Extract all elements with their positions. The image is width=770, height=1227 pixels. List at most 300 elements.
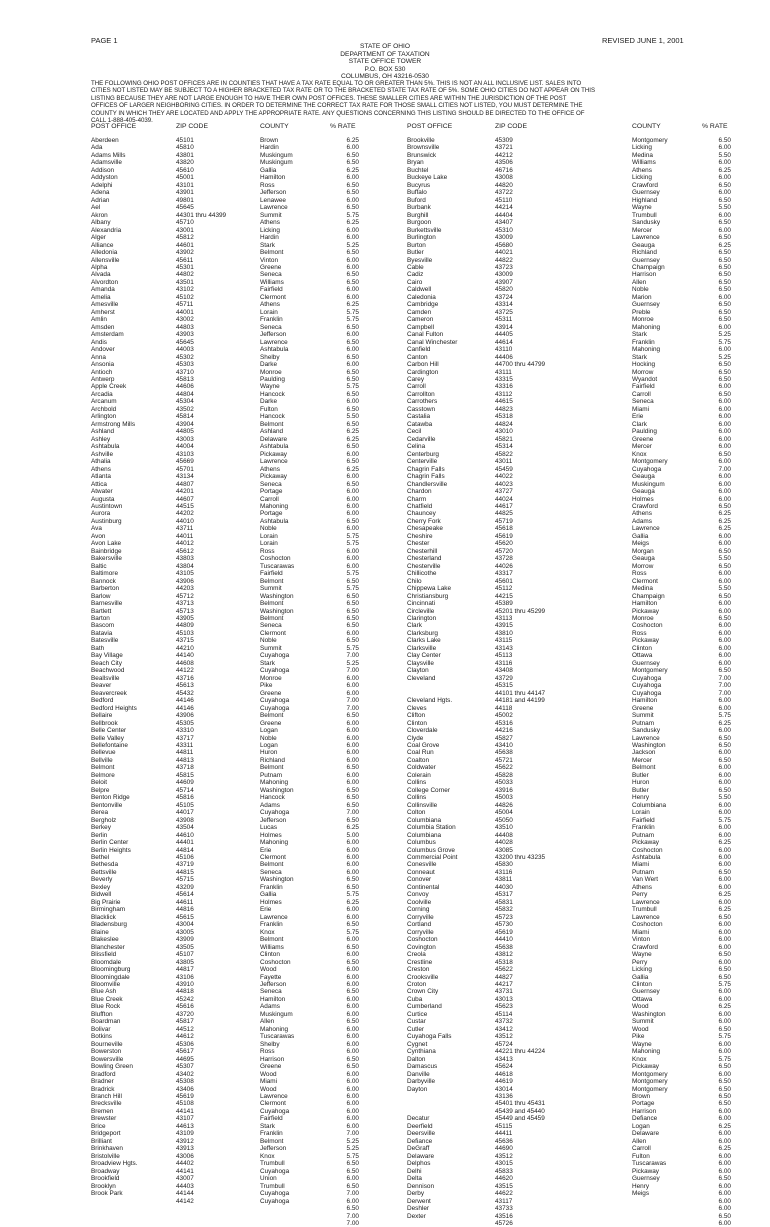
table-cell: 43311 (176, 741, 194, 749)
table-cell: 6.50 (718, 137, 731, 144)
table-cell: 43502 (176, 405, 194, 413)
table-cell: 43801 (176, 151, 194, 159)
table-cell: 7.00 (346, 1130, 359, 1138)
table-cell: Ottawa (632, 652, 653, 660)
table-cell: Preble (632, 308, 651, 316)
table-cell: Ashville (91, 450, 114, 458)
table-cell: Brown (260, 137, 279, 144)
table-cell: Guernsey (632, 988, 660, 996)
table-cell: Carroll (260, 495, 279, 503)
table-cell: Bucyrus (407, 181, 431, 189)
table-cell: Antwerp (91, 376, 115, 383)
agency-address-block (250, 43, 520, 81)
table-cell: 6.50 (718, 562, 731, 570)
table-cell: 7.00 (346, 697, 359, 705)
table-cell: Carrothers (407, 398, 438, 406)
table-cell: 6.00 (718, 854, 731, 861)
table-cell: Darke (260, 361, 278, 369)
table-cell: Wayne (260, 383, 280, 391)
table-cell: Augusta (91, 495, 115, 503)
table-cell: 43002 (176, 316, 194, 324)
table-cell: Bartlett (91, 607, 112, 615)
table-cell: Licking (632, 966, 652, 974)
table-cell: 6.00 (718, 413, 731, 421)
table-cell: Coshocton (632, 921, 663, 929)
table-cell: Carbon Hill (407, 361, 439, 369)
table-cell: Circleville (407, 607, 435, 615)
table-cell: Cameron (407, 316, 434, 324)
table-cell: Mahoning (260, 839, 289, 847)
table-cell: 6.25 (718, 719, 731, 727)
table-cell: Erie (632, 413, 644, 421)
table-cell: 6.50 (346, 204, 359, 212)
table-cell: Ross (260, 1048, 275, 1056)
table-cell: 45617 (176, 1048, 194, 1056)
table-cell: 6.00 (346, 361, 359, 369)
table-cell: Berlin Center (91, 839, 129, 847)
table-cell: 44202 (176, 510, 194, 518)
table-cell: 45719 (495, 517, 513, 525)
table-cell: Cortland (407, 921, 432, 929)
table-cell: 6.00 (346, 734, 359, 742)
table-cell: 6.50 (718, 249, 731, 257)
table-cell: 45817 (176, 1018, 194, 1026)
table-cell: Alvordton (91, 278, 118, 286)
table-cell: 6.50 (346, 794, 359, 802)
table-cell: 6.50 (346, 988, 359, 996)
table-cell: Hamilton (260, 174, 286, 182)
table-cell: Athens (91, 465, 111, 473)
table-cell: 45701 (176, 465, 194, 473)
table-cell: 5.25 (346, 1137, 359, 1145)
table-cell: Hocking (632, 361, 656, 369)
table-cell: 44825 (495, 510, 513, 518)
table-cell: Belpre (91, 786, 110, 794)
table-cell: Mahoning (632, 1048, 661, 1056)
table-cell: 6.50 (718, 1212, 731, 1220)
table-cell: Brunswick (407, 151, 437, 159)
table-cell: 6.50 (718, 450, 731, 458)
table-cell: Belmont (260, 712, 284, 720)
table-cell: 6.00 (346, 913, 359, 921)
table-cell: 43085 (495, 846, 513, 854)
table-cell: 6.50 (718, 734, 731, 742)
table-cell: Franklin (260, 316, 283, 324)
table-cell: Ashland (91, 428, 115, 436)
table-cell: Paulding (260, 376, 285, 383)
table-cell: 6.00 (718, 174, 731, 182)
table-cell: 6.00 (346, 951, 359, 959)
table-cell: Ross (632, 570, 647, 578)
table-cell: 43134 (176, 473, 194, 481)
table-cell: Berlin (91, 831, 108, 839)
table-cell: Noble (260, 637, 277, 645)
table-cell: 43820 (176, 159, 194, 167)
table-cell: 44803 (176, 323, 194, 331)
table-cell: 6.00 (718, 226, 731, 234)
table-cell: Bidwell (91, 891, 112, 899)
table-cell: 44023 (495, 480, 513, 488)
table-cell: 43724 (495, 293, 513, 301)
table-cell: 5.00 (346, 831, 359, 839)
table-cell: 6.50 (718, 181, 731, 189)
table-cell: Cuyahoga (632, 689, 662, 697)
table-cell: Seneca (260, 323, 282, 331)
table-cell: Wyandot (632, 376, 658, 383)
table-cell: Camden (407, 308, 432, 316)
table-cell: Dexter (407, 1212, 426, 1220)
table-cell: 6.00 (346, 286, 359, 294)
table-cell: 43310 (176, 727, 194, 735)
table-cell: Meigs (632, 540, 650, 548)
table-cell (407, 1108, 493, 1115)
table-cell: Lawrence (260, 338, 288, 346)
table-cell: 6.00 (718, 398, 731, 406)
table-cell: 6.50 (718, 256, 731, 264)
table-cell: 6.50 (346, 958, 359, 966)
table-cell: 5.25 (718, 353, 731, 361)
table-cell: Chagrin Falls (407, 473, 445, 481)
table-cell: 6.00 (346, 749, 359, 757)
table-cell: Summit (260, 585, 282, 593)
table-cell: 6.50 (718, 592, 731, 600)
table-cell: 45624 (495, 1063, 513, 1071)
table-cell: 44216 (495, 727, 513, 735)
table-cell: Logan (632, 1122, 650, 1130)
table-cell: 7.00 (346, 667, 359, 675)
table-cell: 6.00 (718, 443, 731, 451)
table-cell: Claysville (407, 659, 434, 667)
table-cell: Burbank (407, 204, 431, 212)
table-cell: Lorain (260, 532, 278, 540)
table-cell: Bristolville (91, 1152, 120, 1160)
table-cell: 44181 and 44199 (495, 697, 545, 705)
table-cell: 43102 (176, 286, 194, 294)
table-cell: 44815 (176, 868, 194, 876)
table-cell: 5.75 (346, 1152, 359, 1160)
table-cell: 6.00 (346, 562, 359, 570)
table-cell: 43402 (176, 1070, 194, 1078)
table-cell: Vinton (260, 256, 279, 264)
table-cell: Perry (632, 891, 648, 899)
table-cell: 44817 (176, 966, 194, 974)
table-cell: Colerain (407, 771, 431, 779)
table-cell: 45714 (176, 786, 194, 794)
table-cell: Champaign (632, 263, 665, 271)
table-cell: Jefferson (260, 331, 287, 339)
table-cell: Canton (407, 353, 428, 361)
table-cell: Belmont (260, 615, 284, 622)
table-cell: Athens (260, 301, 280, 309)
table-cell: 44203 (176, 585, 194, 593)
table-cell: Creston (407, 966, 430, 974)
table-cell: Lawrence (632, 734, 660, 742)
table-cell: 45710 (176, 219, 194, 227)
table-cell: 45814 (176, 413, 194, 421)
table-cell: 43913 (176, 1145, 194, 1153)
table-cell: Carroll (407, 383, 426, 391)
table-cell: 6.25 (346, 435, 359, 443)
table-cell: 7.00 (346, 809, 359, 817)
table-cell: 6.00 (718, 428, 731, 436)
table-cell: 6.50 (346, 1018, 359, 1026)
table-cell: 6.00 (346, 1100, 359, 1108)
table-cell: 44215 (495, 592, 513, 600)
table-cell: Blue Creek (91, 995, 123, 1003)
table-cell: 44826 (495, 801, 513, 809)
table-cell: Belmont (260, 577, 284, 585)
table-cell: Stark (260, 1122, 275, 1130)
table-cell: 6.50 (346, 577, 359, 585)
header-rate-left: % RATE (330, 123, 356, 130)
table-cell: Miami (632, 861, 650, 869)
table-cell: 6.00 (346, 973, 359, 981)
table-cell: 43804 (176, 562, 194, 570)
table-cell: 6.25 (718, 906, 731, 914)
table-cell: Clermont (260, 1100, 286, 1108)
table-cell: Cheshire (407, 532, 433, 540)
table-cell: 44695 (176, 1055, 194, 1063)
table-cell: 6.50 (718, 741, 731, 749)
table-cell: 43412 (495, 1025, 513, 1033)
table-cell: 44010 (176, 517, 194, 525)
table-cell: 44210 (176, 644, 194, 652)
table-cell: 43009 (495, 234, 513, 242)
table-cell: 6.00 (346, 256, 359, 264)
table-cell: Belle Center (91, 727, 127, 735)
table-cell: 44142 (176, 1197, 194, 1205)
table-cell: Washington (632, 1010, 666, 1018)
table-cell: Bellaire (91, 712, 113, 720)
table-cell: 45726 (495, 1219, 513, 1227)
table-cell: Chesterland (407, 555, 442, 563)
table-cell: 6.00 (346, 1033, 359, 1041)
table-cell: 44818 (176, 988, 194, 996)
table-cell: 44141 (176, 1167, 194, 1175)
table-cell: Cincinnati (407, 600, 436, 608)
table-cell: 6.00 (346, 196, 359, 204)
table-cell: 6.00 (718, 809, 731, 817)
table-cell: Erie (260, 906, 272, 914)
table-cell: Bainbridge (91, 547, 122, 555)
table-cell: Lawrence (632, 898, 660, 906)
table-cell: Bradner (91, 1078, 114, 1086)
table-cell: 43722 (495, 189, 513, 197)
table-cell: Bethesda (91, 861, 119, 869)
table-cell: 6.50 (346, 405, 359, 413)
table-cell: 43501 (176, 278, 194, 286)
table-cell: 6.50 (346, 249, 359, 257)
table-cell: 44824 (495, 420, 513, 428)
table-cell: 6.50 (346, 921, 359, 929)
table-cell: 6.50 (346, 600, 359, 608)
table-cell: 6.00 (718, 293, 731, 301)
table-cell: 44827 (495, 973, 513, 981)
table-cell: Muskingum (260, 159, 293, 167)
table-cell: 43200 thru 43235 (495, 854, 546, 861)
table-cell: 45828 (495, 771, 513, 779)
table-cell: 43001 (176, 226, 194, 234)
header-rate-right: % RATE (702, 123, 728, 130)
table-cell: Bellefontaine (91, 741, 128, 749)
table-cell: 44214 (495, 204, 513, 212)
table-cell: 6.00 (718, 383, 731, 391)
table-cell: 43209 (176, 883, 194, 891)
table-cell: Croton (407, 980, 427, 988)
table-cell: Hancock (260, 390, 285, 398)
table-cell: Medina (632, 585, 653, 593)
table-cell: Monroe (632, 316, 654, 324)
table-cell: 6.00 (718, 488, 731, 496)
table-cell: Knox (260, 1152, 275, 1160)
table-cell: 45004 (495, 809, 513, 817)
intro-paragraph (91, 80, 681, 124)
table-cell: 6.25 (346, 219, 359, 227)
table-cell: Marion (632, 293, 652, 301)
table-cell: Atwater (91, 488, 113, 496)
table-cell: 6.00 (346, 906, 359, 914)
table-cell: 6.00 (346, 1025, 359, 1033)
table-cell: Byesville (407, 256, 433, 264)
table-cell: 6.00 (346, 756, 359, 764)
table-cell: Gallia (260, 166, 277, 174)
table-cell: 45815 (176, 771, 194, 779)
table-cell: Coal Grove (407, 741, 440, 749)
table-cell: 43103 (176, 450, 194, 458)
table-cell: Big Prairie (91, 898, 121, 906)
table-cell: 6.00 (718, 1115, 731, 1123)
table-cell: 44814 (176, 846, 194, 854)
table-cell: Crestline (407, 958, 433, 966)
table-cell: 6.00 (718, 159, 731, 167)
table-cell: Delphos (407, 1160, 431, 1168)
table-cell: Washington (260, 607, 294, 615)
table-cell: 6.50 (346, 883, 359, 891)
table-cell: 44212 (495, 151, 513, 159)
table-cell: Chesapeake (407, 525, 443, 533)
table-cell: DeGraff (407, 1145, 430, 1153)
table-cell: Darbyville (407, 1078, 436, 1086)
table-cell: Armstrong Mills (91, 420, 136, 428)
table-cell: 45102 (176, 293, 194, 301)
table-cell: 44809 (176, 622, 194, 630)
table-cell: 43729 (495, 674, 513, 682)
table-cell: 6.50 (718, 868, 731, 876)
table-cell: Blacklick (91, 913, 116, 921)
table-cell: 6.50 (718, 368, 731, 376)
table-cell: 6.50 (346, 443, 359, 451)
table-cell: Dennison (407, 1182, 435, 1190)
table-cell: Greene (260, 1063, 282, 1071)
table-cell: Adams (260, 1003, 280, 1011)
table-cell: 6.50 (346, 816, 359, 824)
table-cell: 45389 (495, 600, 513, 608)
table-cell: 6.00 (346, 525, 359, 533)
table-cell: 44221 thru 44224 (495, 1048, 546, 1056)
table-cell: Apple Creek (91, 383, 127, 391)
county-column-right (632, 137, 700, 1198)
zip-column-right (495, 137, 630, 1227)
table-cell: 43113 (495, 615, 513, 622)
table-cell: Clermont (260, 854, 286, 861)
table-cell: 6.00 (718, 704, 731, 712)
table-cell: Greene (260, 719, 282, 727)
table-cell: Bedford Heights (91, 704, 137, 712)
table-cell: Chatfield (407, 502, 433, 510)
table-cell: 5.75 (346, 540, 359, 548)
table-cell: Brinkhaven (91, 1145, 123, 1153)
table-cell: 45721 (495, 756, 513, 764)
table-cell: Austintown (91, 502, 123, 510)
table-cell: Bellville (91, 756, 113, 764)
table-cell: Putnam (632, 719, 655, 727)
table-cell: Guernsey (632, 659, 660, 667)
table-cell: Berea (91, 809, 109, 817)
table-cell: Delaware (632, 1130, 659, 1138)
table-cell: Cecil (407, 428, 422, 436)
table-cell: 44402 (176, 1160, 194, 1168)
table-cell: Commercial Point (407, 854, 458, 861)
table-cell: 6.50 (346, 181, 359, 189)
table-cell: 6.00 (346, 331, 359, 339)
table-cell: Arcadia (91, 390, 113, 398)
table-cell: 6.00 (346, 779, 359, 787)
table-cell: 5.75 (718, 712, 731, 720)
table-cell: 45669 (176, 458, 194, 466)
table-cell: 45303 (176, 361, 194, 369)
table-cell: 45610 (176, 166, 194, 174)
table-cell: Noble (632, 286, 649, 294)
table-cell: 5.50 (346, 413, 359, 421)
table-cell: Geauga (632, 241, 655, 249)
table-cell: Blanchester (91, 943, 125, 951)
table-cell: Montgomery (632, 1070, 668, 1078)
table-cell: Knox (632, 1055, 647, 1063)
table-cell: Burghill (407, 211, 429, 219)
table-cell: Clarks Lake (407, 637, 441, 645)
table-cell: 6.00 (346, 846, 359, 854)
table-cell: Cuyahoga (260, 652, 290, 660)
table-cell: Athens (260, 465, 280, 473)
table-cell: Chardon (407, 488, 432, 496)
table-cell: Beach City (91, 659, 122, 667)
table-cell: Dalton (407, 1055, 426, 1063)
table-cell: Clayton (407, 667, 429, 675)
table-cell: Montgomery (632, 667, 668, 675)
table-cell: 43715 (176, 637, 194, 645)
table-cell: 44028 (495, 839, 513, 847)
table-cell: Lorain (260, 540, 278, 548)
table-cell: 6.00 (346, 1122, 359, 1130)
table-cell: Geauga (632, 488, 655, 496)
table-cell: Barlow (91, 592, 111, 600)
table-cell: Putnam (632, 868, 655, 876)
table-cell: 43505 (176, 943, 194, 951)
table-cell: 45302 (176, 353, 194, 361)
table-cell: Seneca (260, 988, 282, 996)
table-cell: Derwent (407, 1197, 431, 1205)
table-cell: Barberton (91, 585, 120, 593)
table-cell: Cuyahoga (260, 1190, 290, 1198)
table-cell: 5.75 (346, 383, 359, 391)
table-cell: 6.50 (718, 308, 731, 316)
table-cell: 6.25 (718, 1145, 731, 1153)
table-cell: Deshler (407, 1205, 430, 1213)
table-cell: 43008 (495, 174, 513, 182)
table-cell: 7.00 (718, 674, 731, 682)
table-cell: 44408 (495, 831, 513, 839)
table-cell: Covington (407, 943, 436, 951)
